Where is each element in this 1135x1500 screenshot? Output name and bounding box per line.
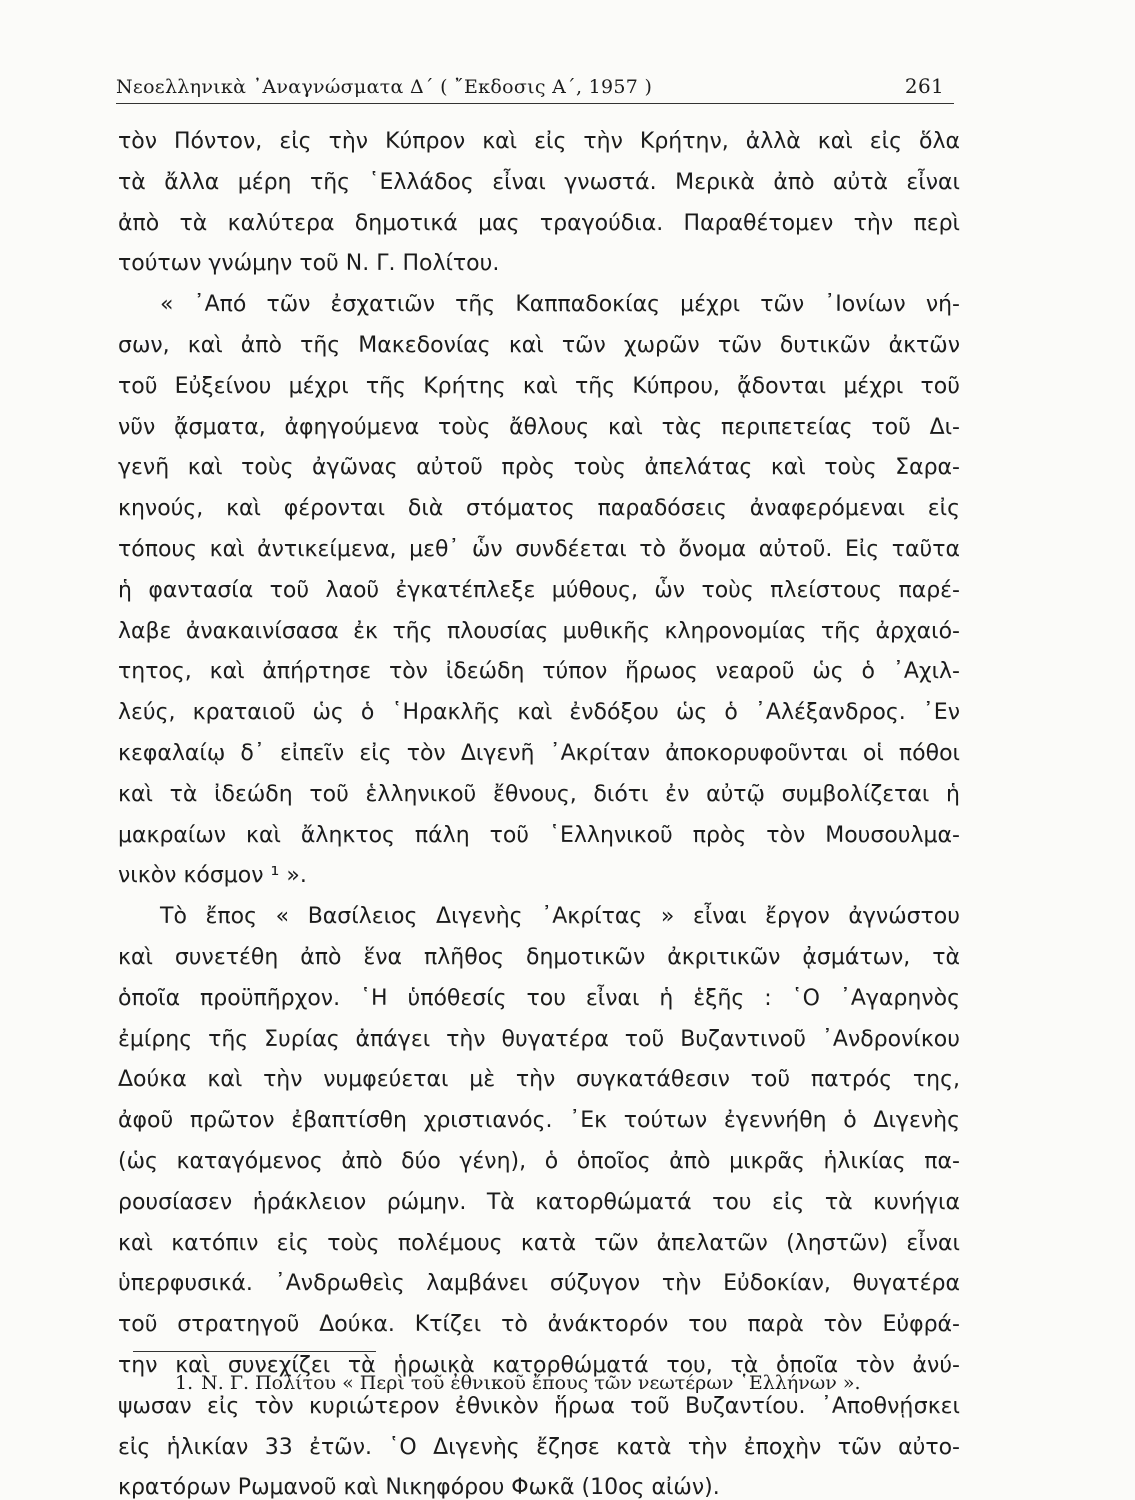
text-line: ὁποῖα προϋπῆρχον. ῾Η ὑπόθεσίς του εἶναι ἡ ἑξῆς : ῾Ο ᾿Αγαρηνὸς	[118, 985, 960, 1011]
text-line: ἀφοῦ πρῶτον ἐβαπτίσθη χριστιανός. ᾿Εκ τούτων ἐγεννήθη ὁ Διγενὴς	[118, 1108, 960, 1134]
text-line: εἰς ἡλικίαν 33 ἐτῶν. ῾Ο Διγενὴς ἔζησε κατὰ τὴν ἐποχὴν τῶν αὐτο-	[118, 1434, 960, 1460]
quote-line: τητος, καὶ ἀπήρτησε τὸν ἰδεώδη τύπον ἥρωος νεαροῦ ὡς ὁ ᾿Αχιλ-	[118, 659, 960, 685]
text-line: ἀπὸ τὰ καλύτερα δημοτικά μας τραγούδια. Παραθέτομεν τὴν περὶ	[118, 210, 960, 236]
quote-line: « ᾿Από τῶν ἐσχατιῶν τῆς Καππαδοκίας μέχρι τῶν ᾿Ιονίων νή-	[160, 292, 960, 318]
header-rule	[116, 103, 954, 104]
quote-line: κηνούς, καὶ φέρονται διὰ στόματος παραδόσεις ἀναφερόμεναι εἰς	[118, 496, 960, 522]
running-head	[116, 66, 954, 102]
text-line: τούτων γνώμην τοῦ Ν. Γ. Πολίτου.	[118, 251, 500, 277]
quote-line: τοῦ Εὐξείνου μέχρι τῆς Κρήτης καὶ τῆς Κύπρου, ᾄδονται μέχρι τοῦ	[118, 373, 960, 399]
text-line: καὶ κατόπιν εἰς τοὺς πολέμους κατὰ τῶν ἀπελατῶν (ληστῶν) εἶναι	[118, 1230, 960, 1256]
text-line: τὰ ἄλλα μέρη τῆς ῾Ελλάδος εἶναι γνωστά. Μερικὰ ἀπὸ αὐτὰ εἶναι	[118, 169, 960, 195]
text-line: τοῦ στρατηγοῦ Δούκα. Κτίζει τὸ ἀνάκτορόν του παρὰ τὸν Εὐφρά-	[118, 1312, 960, 1338]
text-line: την καὶ συνεχίζει τὰ ἡρωικὰ κατορθώματά του, τὰ ὁποῖα τὸν ἀνύ-	[118, 1352, 960, 1378]
quote-line: ἡ φαντασία τοῦ λαοῦ ἐγκατέπλεξε μύθους, ὧν τοὺς πλείστους παρέ-	[118, 577, 960, 603]
quote-line: τόπους καὶ ἀντικείμενα, μεθ᾿ ὧν συνδέεται τὸ ὄνομα αὐτοῦ. Εἰς ταῦτα	[118, 536, 960, 562]
text-line: καὶ συνετέθη ἀπὸ ἕνα πλῆθος δημοτικῶν ἀκριτικῶν ᾀσμάτων, τὰ	[118, 944, 960, 970]
page-number: 261	[904, 74, 944, 98]
text-line: ψωσαν εἰς τὸν κυριώτερον ἐθνικὸν ἥρωα τοῦ Βυζαντίου. ᾿Αποθνῄσκει	[118, 1393, 960, 1419]
footnote	[175, 1372, 861, 1394]
text-line: κρατόρων Ρωμανοῦ καὶ Νικηφόρου Φωκᾶ (10ος αἰών).	[118, 1475, 720, 1500]
quote-line: νικὸν κόσμον ¹ ».	[118, 863, 307, 889]
quote-line: μακραίων καὶ ἄληκτος πάλη τοῦ ῾Ελληνικοῦ πρὸς τὸν Μουσουλμα-	[118, 822, 960, 848]
quote-line: γενῆ καὶ τοὺς ἀγῶνας αὐτοῦ πρὸς τοὺς ἀπελάτας καὶ τοὺς Σαρα-	[118, 455, 960, 481]
quote-line: σων, καὶ ἀπὸ τῆς Μακεδονίας καὶ τῶν χωρῶν τῶν δυτικῶν ἀκτῶν	[118, 332, 960, 358]
footnote-rule	[133, 1351, 376, 1352]
text-line: Τὸ ἔπος « Βασίλειος Διγενὴς ᾿Ακρίτας » εἶναι ἔργον ἀγνώστου	[160, 904, 960, 930]
quote-line: νῦν ᾄσματα, ἀφηγούμενα τοὺς ἄθλους καὶ τὰς περιπετείας τοῦ Δι-	[118, 414, 960, 440]
text-line: ὑπερφυσικά. ᾿Ανδρωθεὶς λαμβάνει σύζυγον τὴν Εὐδοκίαν, θυγατέρα	[118, 1271, 960, 1297]
quote-line: κεφαλαίῳ δ᾿ εἰπεῖν εἰς τὸν Διγενῆ ᾿Ακρίταν ἀποκορυφοῦνται οἱ πόθοι	[118, 740, 960, 766]
body-text	[118, 122, 960, 1500]
text-line: (ὡς καταγόμενος ἀπὸ δύο γένη), ὁ ὁποῖος ἀπὸ μικρᾶς ἡλικίας πα-	[118, 1148, 960, 1174]
text-line: τὸν Πόντον, εἰς τὴν Κύπρον καὶ εἰς τὴν Κρήτην, ἀλλὰ καὶ εἰς ὅλα	[118, 129, 960, 154]
text-line: ἐμίρης τῆς Συρίας ἀπάγει τὴν θυγατέρα τοῦ Βυζαντινοῦ ᾿Ανδρονίκου	[118, 1026, 960, 1052]
text-line: ρουσίασεν ἡράκλειον ρώμην. Τὰ κατορθώματά του εἰς τὰ κυνήγια	[118, 1189, 960, 1215]
text-line: Δούκα καὶ τὴν νυμφεύεται μὲ τὴν συγκατάθεσιν τοῦ πατρός της,	[118, 1067, 960, 1093]
running-head-title: Νεοελληνικὰ ᾿Αναγνώσματα Δ΄ ( ῎Εκδοσις Α΄, 1957 )	[116, 76, 653, 98]
quote-line: καὶ τὰ ἰδεώδη τοῦ ἑλληνικοῦ ἔθνους, διότι ἐν αὐτῷ συμβολίζεται ἡ	[118, 781, 960, 807]
quote-line: λεύς, κραταιοῦ ὡς ὁ ῾Ηρακλῆς καὶ ἐνδόξου ὡς ὁ ᾿Αλέξανδρος. ᾿Εν	[118, 700, 960, 726]
footnote-text: Ν. Γ. Πολίτου « Περὶ τοῦ ἐθνικοῦ ἔπους τῶν νεωτέρων ῾Ελλήνων ».	[201, 1372, 861, 1394]
quote-line: λαβε ἀνακαινίσασα ἐκ τῆς πλουσίας μυθικῆς κληρονομίας τῆς ἀρχαιό-	[118, 618, 960, 644]
footnote-number: 1.	[175, 1372, 194, 1394]
